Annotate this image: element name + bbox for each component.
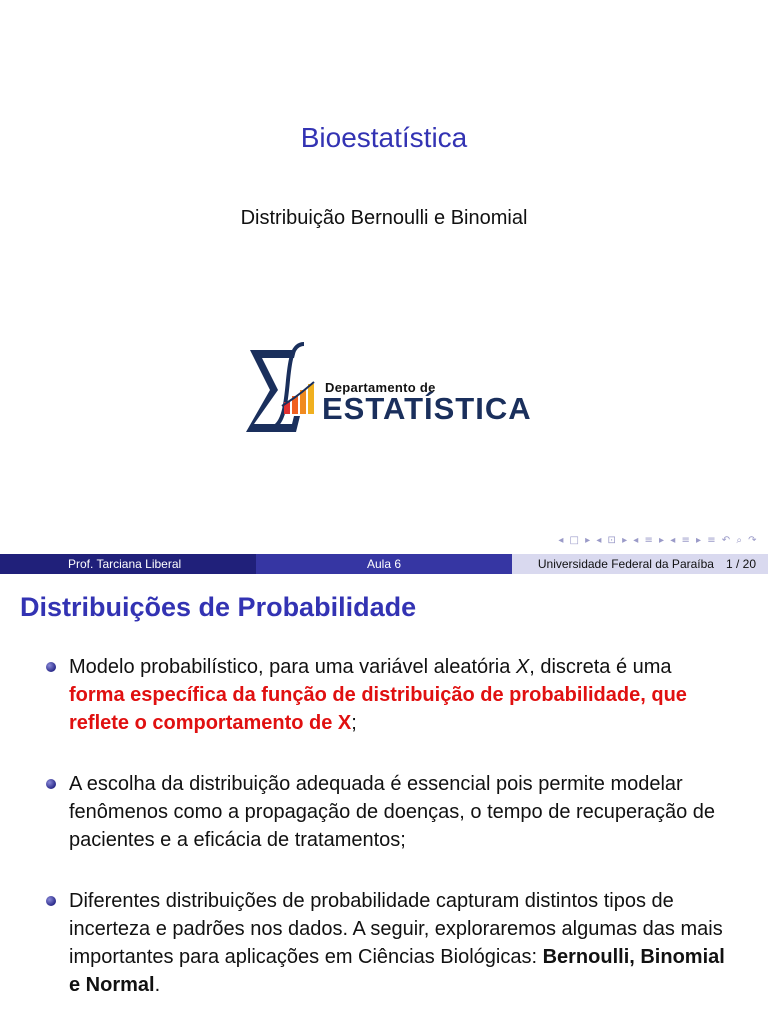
bullet-list xyxy=(0,653,768,1032)
footer-university xyxy=(512,554,768,574)
beamer-navigation-icons[interactable]: ◂ □ ▸ ◂ ⊡ ▸ ◂ ≡ ▸ ◂ ≡ ▸ ≡ ↶ ⌕ ↷ xyxy=(558,535,758,546)
presentation-title: Bioestatística xyxy=(300,122,468,153)
bullet-icon xyxy=(46,779,56,789)
footer-lecture: Aula 6 xyxy=(256,554,512,574)
bullet-icon xyxy=(46,896,56,906)
footer-university-name: Universidade Federal da Paraíba xyxy=(537,557,714,571)
department-logo xyxy=(244,340,534,436)
highlighted-text: forma específica da função de distribuição de probabilidade, que reflete o comportamento de X xyxy=(69,684,687,734)
sigma-bars-logo-icon xyxy=(244,340,334,436)
bullet-item-2: A escolha da distribuição adequada é essencial pois permite modelar fenômenos como a propagação de doenças, o tempo de recuperação de pacientes e a eficácia de tratamentos; xyxy=(0,770,768,854)
bullet-item-3: Diferentes distribuições de probabilidade capturam distintos tipos de incerteza e padrões nos dados. A seguir, exploraremos algumas das mais importantes para aplicações em Ciências Biológicas: Bernoulli, Binomial e Normal. xyxy=(0,887,768,999)
presentation-subtitle: Distribuição Bernoulli e Binomial xyxy=(240,207,528,229)
logo-line2: ESTATÍSTICA xyxy=(322,391,532,426)
content-slide xyxy=(0,576,768,1024)
bold-distributions: Bernoulli, Binomial e Normal xyxy=(69,946,725,996)
bullet-icon xyxy=(46,662,56,672)
logo-line1: Departamento de xyxy=(325,380,436,395)
footer-page-number: 1 / 20 xyxy=(725,557,756,571)
slide-title: Distribuições de Probabilidade xyxy=(20,592,417,622)
slide-footer xyxy=(0,554,768,574)
bullet-item-1: Modelo probabilístico, para uma variável aleatória X, discreta é uma forma específica da função de distribuição de probabilidade, que reflete o comportamento de X; xyxy=(0,653,768,737)
footer-author: Prof. Tarciana Liberal xyxy=(0,554,256,574)
